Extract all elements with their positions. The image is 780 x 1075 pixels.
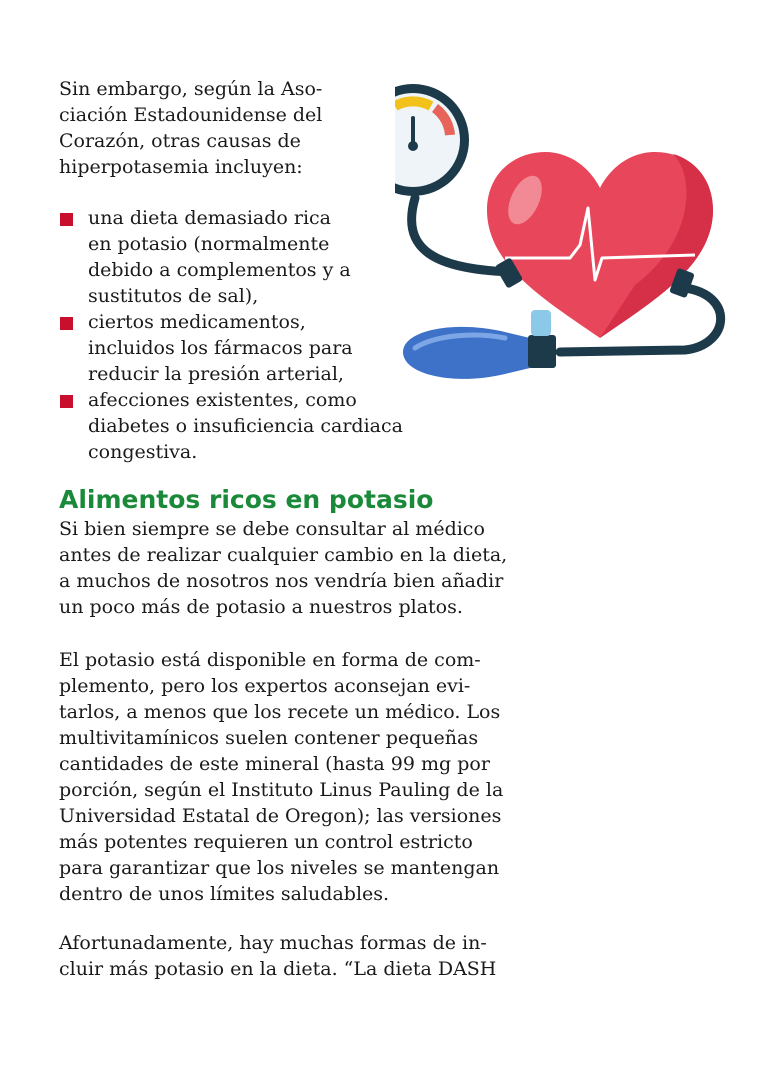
text-line: reducir la presión arterial, <box>88 363 344 385</box>
text-line: para garantizar que los niveles se mantengan <box>59 857 500 879</box>
text-line: más potentes requieren un control estricto <box>59 831 473 853</box>
text-line: ciación Estadounidense del <box>59 104 323 126</box>
text-line: porción, según el Instituto Linus Pauling de la <box>59 779 504 801</box>
text-line: El potasio está disponible en forma de com- <box>59 649 481 671</box>
text-line: Universidad Estatal de Oregon); las versiones <box>59 805 502 827</box>
text-line: congestiva. <box>88 441 198 463</box>
list-item <box>59 205 419 309</box>
text-line: Sin embargo, según la Aso- <box>59 78 323 100</box>
text-line: un poco más de potasio a nuestros platos. <box>59 596 463 618</box>
bullet-square-icon <box>60 395 73 408</box>
text-line: una dieta demasiado rica <box>88 207 332 229</box>
text-line: diabetes o insuficiencia cardiaca <box>88 415 403 437</box>
section-heading: Alimentos ricos en potasio <box>59 485 434 514</box>
heart-icon <box>487 152 713 338</box>
text-line: ciertos medicamentos, <box>88 311 306 333</box>
pump-bulb-icon <box>403 310 556 379</box>
causes-list <box>59 205 419 465</box>
text-line: plemento, pero los expertos aconsejan evi- <box>59 675 471 697</box>
blood-pressure-heart-illustration <box>395 80 735 395</box>
list-item <box>59 387 419 465</box>
body-paragraph <box>59 516 509 620</box>
text-line: antes de realizar cualquier cambio en la dieta, <box>59 544 508 566</box>
text-line: hiperpotasemia incluyen: <box>59 156 303 178</box>
text-line: incluidos los fármacos para <box>88 337 353 359</box>
text-line: debido a complementos y a <box>88 259 351 281</box>
text-line: sustitutos de sal), <box>88 285 259 307</box>
pressure-gauge-icon <box>395 84 469 196</box>
intro-paragraph <box>59 76 359 180</box>
text-line: cantidades de este mineral (hasta 99 mg por <box>59 753 490 775</box>
bullet-square-icon <box>60 213 73 226</box>
text-line: Corazón, otras causas de <box>59 130 301 152</box>
bullet-square-icon <box>60 317 73 330</box>
text-line: tarlos, a menos que los recete un médico. Los <box>59 701 501 723</box>
text-line: cluir más potasio en la dieta. “La dieta DASH <box>59 958 497 980</box>
body-paragraph <box>59 930 509 982</box>
list-item <box>59 309 419 387</box>
text-line: multivitamínicos suelen contener pequeñas <box>59 727 479 749</box>
text-line: dentro de unos límites saludables. <box>59 883 390 905</box>
text-line: Si bien siempre se debe consultar al médico <box>59 518 485 540</box>
body-paragraph <box>59 647 509 907</box>
text-line: afecciones existentes, como <box>88 389 357 411</box>
text-line: en potasio (normalmente <box>88 233 330 255</box>
text-line: a muchos de nosotros nos vendría bien añadir <box>59 570 504 592</box>
text-line: Afortunadamente, hay muchas formas de in- <box>59 932 487 954</box>
